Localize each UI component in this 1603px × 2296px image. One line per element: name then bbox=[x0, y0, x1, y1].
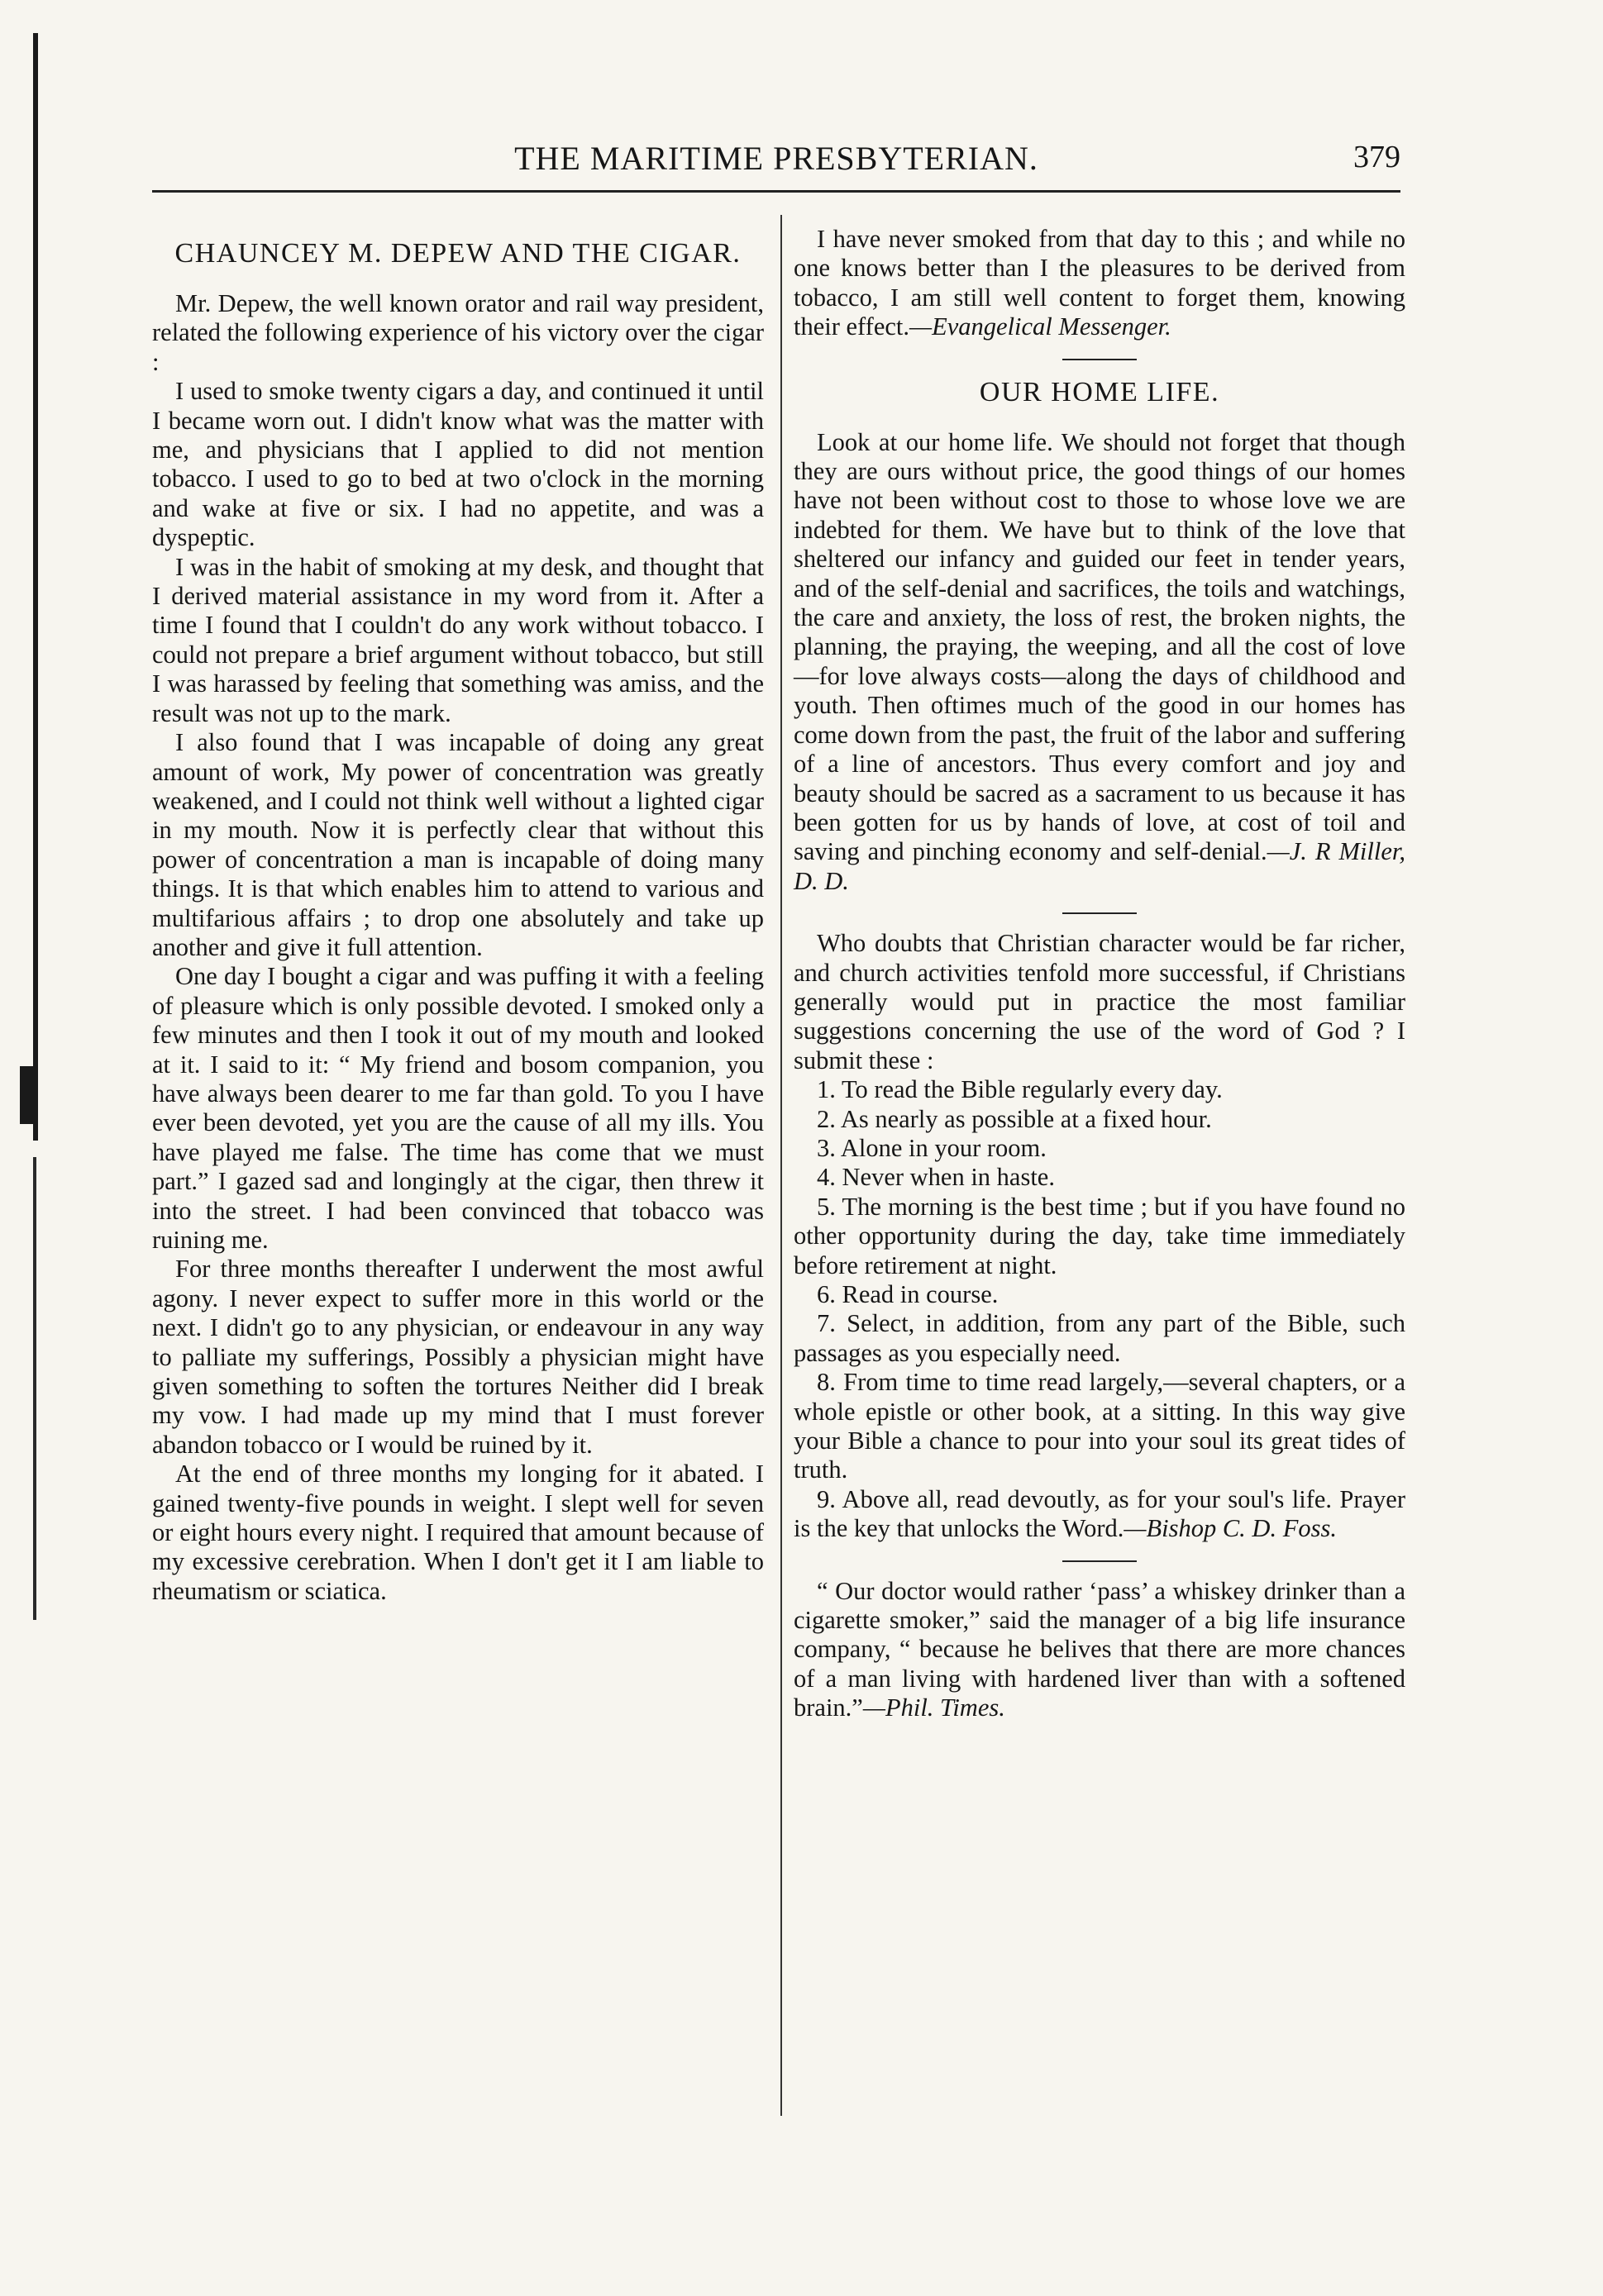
doctor-quote: “ Our doctor would rather ‘pass’ a whiskey drinker than a cigarette smoker,” said the manager of a big life insurance company, “ because he belives that there are more chances of a man living with hardened liver than with a softened brain.” bbox=[794, 1576, 1405, 1722]
article-paragraph: One day I bought a cigar and was puffing it with a feeling of pleasure which is only possible devoted. I smoked only a few minutes and then I took it out of my mouth and looked at it. I said to it: “ My friend and bosom companion, you have always been dearer to me far than gold. To you I have ever been devoted, yet you are the cause of all my ills. You have played me false. The time has come that we must part.” I gazed sad and longingly at the cigar, then threw it into the street. I had been convinced that tobacco was ruining me. bbox=[152, 962, 764, 1254]
article-heading-depew: CHAUNCEY M. DEPEW AND THE CIGAR. bbox=[174, 238, 742, 269]
bible-item: 8. From time to time read largely,—several chapters, or a whole epistle or other book, at a sitting. In this way give your Bible a chance to pour into your soul its great tides of truth. bbox=[794, 1368, 1405, 1484]
bible-intro: Who doubts that Christian character would be far richer, and church activities tenfold more successful, if Christians generally would put in practice the most familiar suggestions concerning the use of the word of God ? I submit these : bbox=[794, 929, 1405, 1074]
article-paragraph: Mr. Depew, the well known orator and rail way president, related the following experience of his victory over the cigar : bbox=[152, 289, 764, 376]
article-paragraph: At the end of three months my longing for it abated. I gained twenty-five pounds in weight. I slept well for seven or eight hours every night. I required that amount because of my excessive cerebration. When I don't get it I am liable to rheumatism or sciatica. bbox=[152, 1460, 764, 1605]
home-life-paragraph bbox=[794, 428, 1405, 897]
doctor-paragraph bbox=[794, 1577, 1405, 1723]
column-divider bbox=[780, 215, 782, 2116]
bible-item: 7. Select, in addition, from any part of the Bible, such passages as you especially need. bbox=[794, 1309, 1405, 1367]
continuation-paragraph bbox=[794, 225, 1405, 342]
right-column bbox=[794, 225, 1405, 1723]
left-column bbox=[152, 225, 764, 1606]
section-separator bbox=[1062, 1560, 1137, 1562]
article-heading-home-life: OUR HOME LIFE. bbox=[979, 376, 1220, 407]
section-separator bbox=[1062, 912, 1137, 914]
running-head bbox=[152, 134, 1400, 187]
doctor-signature: —Phil. Times. bbox=[862, 1693, 1005, 1722]
home-life-text: Look at our home life. We should not forget that though they are ours without price, the good things of our homes have not been without cost to those to whose love we are indebted for them. We have but to think of the love that sheltered our infancy and guided our feet in tender years, and of the self-denial and sacrifices, the toils and watchings, the care and anxiety, the loss of rest, the broken nights, the planning, the praying, the weeping, and all the cost of love—for love always costs—along the days of childhood and youth. Then oftimes much of the good in our homes has come down from the past, the fruit of the labor and suffering of a line of ancestors. Thus every comfort and joy and beauty should be sacred as a sacrament to us because it has been gotten for us by hands of love, at cost of toil and saving and pinching economy and self-denial. bbox=[794, 427, 1405, 866]
bible-item: 2. As nearly as possible at a fixed hour. bbox=[817, 1104, 1212, 1133]
article-paragraph: I also found that I was incapable of doing any great amount of work, My power of concentration was greatly weakened, and I could not think well without a lighted cigar in my mouth. Now it is perfectly clear that without this power of concentration a man is incapable of doing many things. It is that which enables him to attend to various and multifarious affairs ; to drop one absolutely and take up another and give it full attention. bbox=[152, 728, 764, 961]
bible-item: 4. Never when in haste. bbox=[817, 1163, 1055, 1192]
page-number: 379 bbox=[1353, 140, 1400, 174]
publication-title: THE MARITIME PRESBYTERIAN. bbox=[514, 140, 1038, 177]
bible-item: 1. To read the Bible regularly every day. bbox=[817, 1075, 1223, 1104]
article-paragraph: For three months thereafter I underwent the most awful agony. I never expect to suffer more in this world or the next. I didn't go to any physician, or endeavour in any way to palliate my sufferings, Possibly a physician might have given something to soften the tortures Neither did I break my vow. I had made up my mind that I must forever abandon tobacco or I would be ruined by it. bbox=[152, 1255, 764, 1459]
bible-item-last bbox=[794, 1485, 1405, 1544]
bible-item-text: 9. Above all, read devoutly, as for your soul's life. Prayer is the key that unlocks the Word. bbox=[794, 1484, 1405, 1543]
binding-mark bbox=[20, 1066, 38, 1124]
section-separator bbox=[1062, 359, 1137, 360]
bible-item: 5. The morning is the best time ; but if you have found no other opportunity during the day, take time immediately before retirement at night. bbox=[794, 1192, 1405, 1279]
header-rule bbox=[152, 190, 1400, 193]
binding-rule-lower bbox=[33, 1157, 36, 1620]
article-paragraph: I used to smoke twenty cigars a day, and continued it until I became worn out. I didn't know what was the matter with me, and physicians that I applied to did not mention tobacco. I used to go to bed at two o'clock in the morning and wake at five or six. I had no appetite, and was a dyspeptic. bbox=[152, 377, 764, 552]
continuation-text: I have never smoked from that day to this ; and while no one knows better than I the pleasures to be derived from tobacco, I am still well content to forget them, knowing their effect. bbox=[794, 225, 1405, 341]
bible-signature: —Bishop C. D. Foss. bbox=[1124, 1514, 1337, 1543]
bible-item: 3. Alone in your room. bbox=[817, 1133, 1047, 1162]
home-life-signature: —J. R Miller, D. D. bbox=[794, 837, 1405, 895]
article-paragraph: I was in the habit of smoking at my desk, and thought that I derived material assistance in my word from it. After a time I found that I couldn't do any work without tobacco. I could not prepare a brief argument without tobacco, but still I was harassed by feeling that something was amiss, and the result was not up to the mark. bbox=[152, 552, 764, 727]
bible-item: 6. Read in course. bbox=[817, 1280, 999, 1308]
continuation-source: —Evangelical Messenger. bbox=[909, 312, 1171, 341]
binding-rule bbox=[33, 33, 38, 1141]
